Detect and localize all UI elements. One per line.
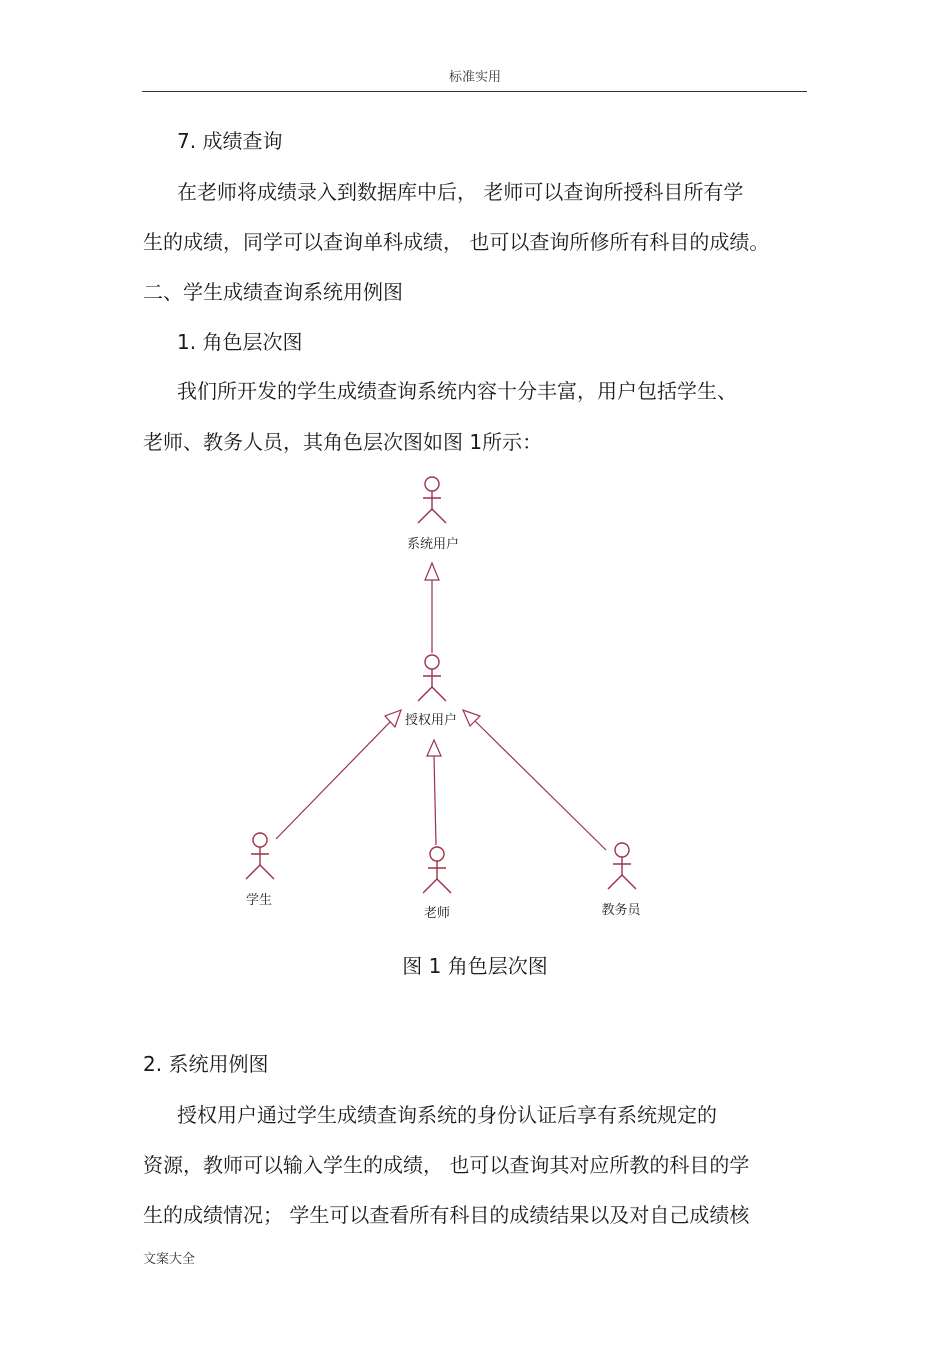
actor-admin-staff-icon [608, 843, 636, 889]
page-footer: 文案大全 [143, 1252, 196, 1267]
arrow-authorized-center [427, 740, 441, 756]
sub2-paragraph-line3: 生的成绩情况； 学生可以查看所有科目的成绩结果以及对自己成绩核 [143, 1203, 750, 1227]
generalization-lines [276, 563, 606, 850]
actor-system-user-label: 系统用户 [406, 537, 460, 552]
section7-heading: 7. 成绩查询 [177, 129, 283, 153]
actor-system-user-icon [418, 477, 446, 523]
actor-teacher-icon [423, 847, 451, 893]
actor-authorized-user-label: 授权用户 [404, 713, 458, 728]
sub2-heading: 2. 系统用例图 [143, 1052, 269, 1076]
section2-heading: 二、学生成绩查询系统用例图 [143, 280, 403, 304]
link-student-to-authorized [276, 722, 390, 839]
actor-teacher-label: 老师 [423, 906, 451, 921]
section7-paragraph-line1: 在老师将成绩录入到数据库中后， 老师可以查询所授科目所有学 [177, 180, 744, 204]
link-admin-to-authorized [475, 721, 606, 850]
actor-admin-staff-label: 教务员 [601, 903, 641, 918]
sub1-heading: 1. 角色层次图 [177, 330, 303, 354]
actor-authorized-user-icon [418, 655, 446, 701]
sub2-paragraph-line2: 资源，教师可以输入学生的成绩， 也可以查询其对应所教的科目的学 [143, 1153, 750, 1177]
actor-student-icon [246, 833, 274, 879]
arrow-system-user [425, 563, 439, 580]
section7-paragraph-line2: 生的成绩，同学可以查询单科成绩， 也可以查询所修所有科目的成绩。 [143, 230, 770, 254]
sub2-paragraph-line1: 授权用户通过学生成绩查询系统的身份认证后享有系统规定的 [177, 1103, 717, 1127]
link-teacher-to-authorized [434, 756, 436, 845]
sub1-paragraph-line2: 老师、教务人员，其角色层次图如图 1所示： [143, 430, 543, 454]
sub1-paragraph-line1: 我们所开发的学生成绩查询系统内容十分丰富，用户包括学生、 [177, 379, 737, 403]
page-header: 标准实用 [448, 70, 501, 85]
actor-student-label: 学生 [245, 893, 273, 908]
figure-caption: 图 1 角色层次图 [402, 954, 548, 978]
